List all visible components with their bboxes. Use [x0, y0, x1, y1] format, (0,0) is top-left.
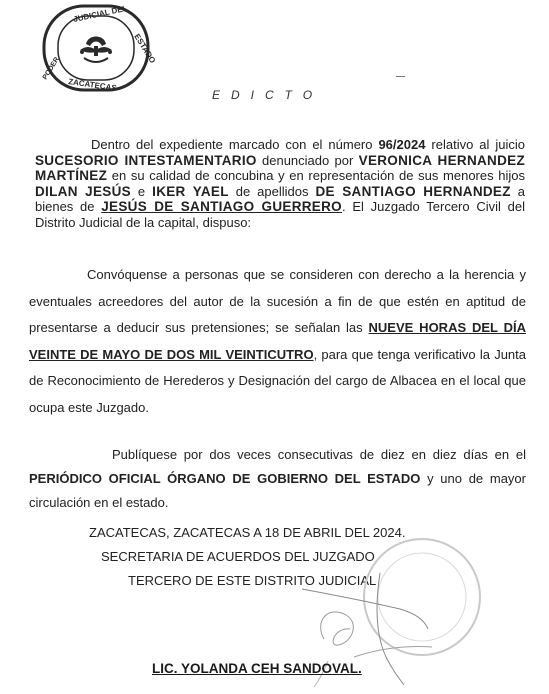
summons-paragraph — [29, 262, 526, 421]
intro-text: a bienes de — [35, 183, 525, 214]
case-number: 96/2024 — [378, 137, 426, 152]
summons-text: Convóquense a personas que se consideren con derecho a la herencia y eventuales acreedores del autor de la sucesión a fin de que estén en aptitud de presentarse a deducir sus pretensiones; se señalan las — [29, 267, 526, 335]
document-title: EDICTO — [212, 88, 324, 102]
intro-text: de apellidos — [228, 183, 316, 199]
child-name: DILAN JESÚS — [35, 183, 131, 199]
intro-text: e — [130, 183, 153, 199]
office-line: SECRETARIA DE ACUERDOS DEL JUZGADO — [101, 549, 375, 564]
complainant-name: VERONICA HERNANDEZ MARTÍNEZ — [35, 152, 525, 183]
publication-paragraph — [29, 443, 526, 515]
trial-type: SUCESORIO INTESTAMENTARIO — [35, 152, 257, 168]
seal-text-left: PODER — [41, 56, 61, 82]
deceased-name: JESÚS DE SANTIAGO GUERRERO — [101, 199, 342, 214]
children-surnames: DE SANTIAGO HERNANDEZ — [315, 183, 511, 199]
intro-text: Dentro del expediente marcado con el número — [91, 137, 379, 152]
publication-text: y uno de mayor circulación en el estado. — [29, 471, 526, 510]
court-seal-icon — [30, 2, 162, 94]
summons-text: , para que tenga verificativo la Junta de Reconocimiento de Herederos y Designación del cargo de Albacea en el local que ocupa este Juzgado. — [29, 346, 526, 415]
intro-text: en su calidad de concubina y en representación de sus menores hijos — [107, 168, 525, 183]
signer-name: LIC. YOLANDA CEH SANDOVAL. — [152, 661, 362, 676]
newspaper-name: PERIÓDICO OFICIAL ÓRGANO DE GOBIERNO DEL ESTADO — [29, 471, 421, 486]
district-line: TERCERO DE ESTE DISTRITO JUDICIAL — [128, 573, 377, 588]
seal-text-bottom: ZACATECAS — [67, 77, 118, 93]
intro-text: denunciado por — [256, 152, 359, 168]
intro-text: . El Juzgado Tercero Civil del Distrito Judicial de la capital, dispuso: — [35, 199, 525, 230]
intro-paragraph — [35, 137, 525, 230]
intro-text: relativo al juicio — [425, 137, 525, 152]
seal-text-top: JUDICIAL DEL — [72, 3, 129, 24]
child-name: IKER YAEL — [152, 183, 229, 199]
hearing-time: NUEVE HORAS DEL DÍA VEINTE DE MAYO DE DOS MIL VEINTICUTRO — [29, 320, 526, 362]
seal-text-right: ESTADO — [132, 32, 158, 65]
stray-mark — [396, 76, 405, 77]
place-date: ZACATECAS, ZACATECAS A 18 DE ABRIL DEL 2024. — [89, 525, 406, 540]
publication-text: Publíquese por dos veces consecutivas de diez en diez días en el — [112, 447, 526, 462]
